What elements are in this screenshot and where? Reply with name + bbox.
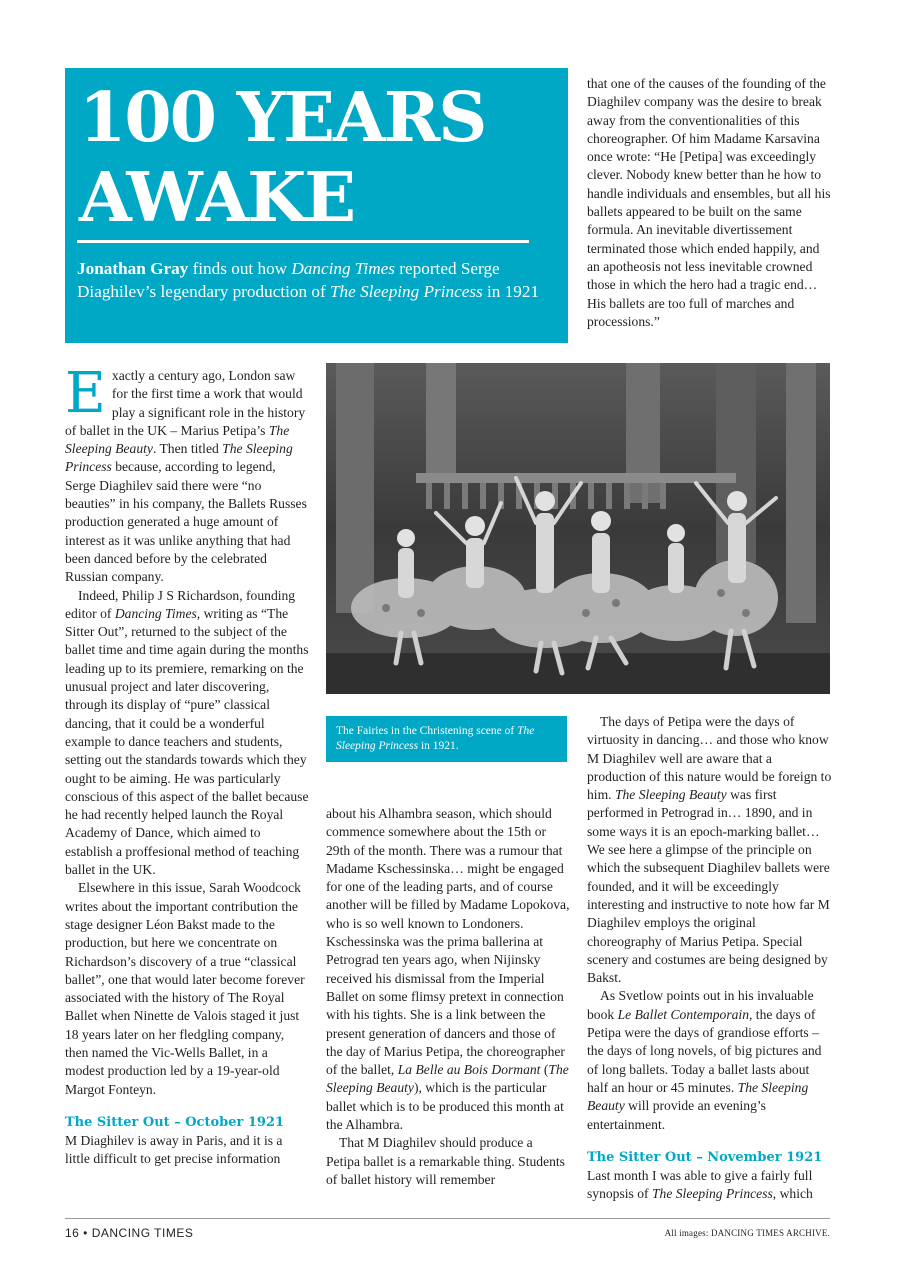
intro-paragraph: [65, 361, 309, 587]
text-run: because, according to legend, Serge Diaghilev said there were “no beauties” in his company, the Ballets Russes production generated a huge amount of interest as it was unlike anything that had been danced before by the celebrated Russian company.: [65, 459, 307, 585]
paragraph: M Diaghilev is away in Paris, and it is a little difficult to get precise information: [65, 1132, 283, 1167]
standfirst-ballet-title: The Sleeping Princess: [329, 281, 483, 301]
ballet-title: The Sleeping Princess: [651, 1186, 773, 1202]
photo-illustration: [326, 363, 830, 694]
text-run: Indeed, Philip J S Richardson, founding editor of: [65, 587, 296, 621]
text-run: . Then titled: [152, 441, 223, 457]
photo-caption: [326, 716, 567, 762]
text-run: was first performed in Petrograd in… 1890, and in some ways it is an epoch-marking ballet… We see here a glimpse of the principle on which the subsequent Diaghilev ballets were founded, and it will be exceedingly interesting and instructive to note how far M Diaghilev employs the original choreography of Marius Petipa. Special scenery and costumes are being designed by Bakst.: [587, 787, 830, 986]
text-run: in 1921.: [418, 740, 459, 752]
text-run: , the days of Petipa were the days of grandiose efforts – the days of long novels, of big pictures and of long ballets. Today a ballet lasts about half an hour or 45 minutes.: [587, 1006, 822, 1095]
text-run: Last month I was able to give a fairly full synopsis of: [587, 1167, 813, 1202]
paragraph: [326, 805, 570, 1134]
book-title: Le Ballet Contemporain: [617, 1006, 749, 1022]
paragraph: [326, 1134, 570, 1189]
text-run: That M Diaghilev should produce a Petipa ballet is a remarkable thing. Students of ballet history will remember: [326, 1135, 565, 1187]
text-run: will provide an evening’s entertainment.: [587, 1098, 766, 1132]
ballet-title: The Sleeping Beauty: [326, 1062, 569, 1096]
standfirst-publication: Dancing Times: [291, 259, 395, 278]
ballet-title: La Belle au Bois Dormant: [397, 1062, 541, 1078]
ballet-title: The Sleeping Beauty: [65, 422, 290, 457]
title-block: [65, 68, 568, 343]
standfirst-text: reported Serge Diaghilev’s legendary production of: [77, 259, 500, 301]
footer-rule: [65, 1218, 830, 1219]
column-2: [326, 805, 570, 1189]
text-run: ), which is the particular ballet which is to be produced this month at the Alhambra.: [326, 1080, 564, 1133]
subhead-november-1921: The Sitter Out – November 1921: [587, 1149, 823, 1165]
paragraph: [65, 879, 309, 1099]
standfirst-text: finds out how: [188, 259, 292, 278]
author-name: Jonathan Gray: [77, 259, 189, 278]
photo-fairies-christening: [326, 363, 830, 694]
headline-line-1: 100 YEARS: [79, 78, 486, 158]
drop-cap: E: [65, 361, 106, 426]
text-run: Elsewhere in this issue, Sarah Woodcock writes about the important contribution the stage designer Léon Bakst made to the production, but here we concentrate on Richardson’s discovery of a true “classical ballet”, one that would later become forever associated with the history of The Royal Ballet when Ninette de Valois staged it just 18 years later on her fledgling company, then named the Vic-Wells Ballet, in a modest production led by a 19-year-old Margot Fonteyn.: [65, 880, 305, 1097]
standfirst: [77, 258, 547, 303]
title-rule: [77, 240, 529, 243]
text-run: As Svetlow points out in his invaluable book: [587, 988, 814, 1022]
text-run: , which: [772, 1186, 813, 1202]
ballet-title: The Sleeping Princess: [65, 441, 293, 475]
text-run: The Fairies in the Christening scene of: [336, 725, 518, 737]
image-credit: All images: DANCING TIMES ARCHIVE.: [664, 1228, 830, 1238]
ballet-title: The Sleeping Beauty: [614, 787, 727, 803]
column-1: [65, 361, 309, 1168]
paragraph: [587, 713, 832, 987]
headline-line-2: AWAKE: [79, 158, 355, 238]
standfirst-text: in 1921: [482, 281, 540, 301]
text-run: , writing as “The Sitter Out”, returned to the subject of the ballet time and time again during the months leading up to its premiere, remarking on the unusual project and later discovering, through its display of “pure” classical dancing, that it could be a wonderful example to dance teachers and students, setting out the standards towards which they ought to be aiming. He was particularly conscious of this aspect of the ballet because he had recently helped launch the Royal Academy of Dance, which aimed to establish a proffesional method of teaching ballet in the UK.: [65, 605, 309, 878]
headline: [79, 78, 485, 238]
publication-title: Dancing Times: [114, 605, 197, 621]
ballet-title: The Sleeping Beauty: [587, 1079, 809, 1114]
text-run: The days of Petipa were the days of virtuosity in dancing… and those who know M Diaghilev well are aware that a production of this nature would be foreign to him.: [587, 714, 832, 803]
text-run: about his Alhambra season, which should commence somewhere about the 15th or 29th of the month. There was a rumour that Madame Kschessinska… might be engaged for one of the leading parts, and of course another will be filled by Madame Lopokova, who is so well known to Londoners. Kschessinska was the prima ballerina at Petrograd ten years ago, when Nijinsky received his dismissal from the Imperial Ballet on some flimsy pretext in connection with his tights. She is a link between the present generation of dancers and those of the day of Marius Petipa, the choreographer of the ballet,: [326, 806, 570, 1078]
column-3: [587, 713, 832, 1203]
text-run: (: [540, 1062, 549, 1078]
paragraph: [587, 987, 832, 1133]
text-run: xactly a century ago, London saw for the first time a work that would play a significant role in the history of ballet in the UK – Marius Petipa’s: [65, 368, 306, 438]
column-3-top-text: that one of the causes of the founding of the Diaghilev company was the desire to break away from the conventionalities of this choreographer. Of him Madame Karsavina once wrote: “He [Petipa] was exceedingly clever. Nobody knew better than he how to handle individuals and ensembles, but all his ballets appeared to be built on the same formula. An inevitable divertissement terminated those which ended happily, and an apotheosis not less inevitable crowned those in which the hero had a tragic end… His ballets are too full of marches and processions.”: [587, 76, 831, 329]
paragraph: [587, 1167, 832, 1204]
page-folio: 16 • DANCING TIMES: [65, 1226, 194, 1240]
subhead-october-1921: The Sitter Out – October 1921: [65, 1114, 285, 1130]
ballet-title: The Sleeping Princess: [336, 725, 535, 752]
paragraph: [65, 587, 309, 880]
